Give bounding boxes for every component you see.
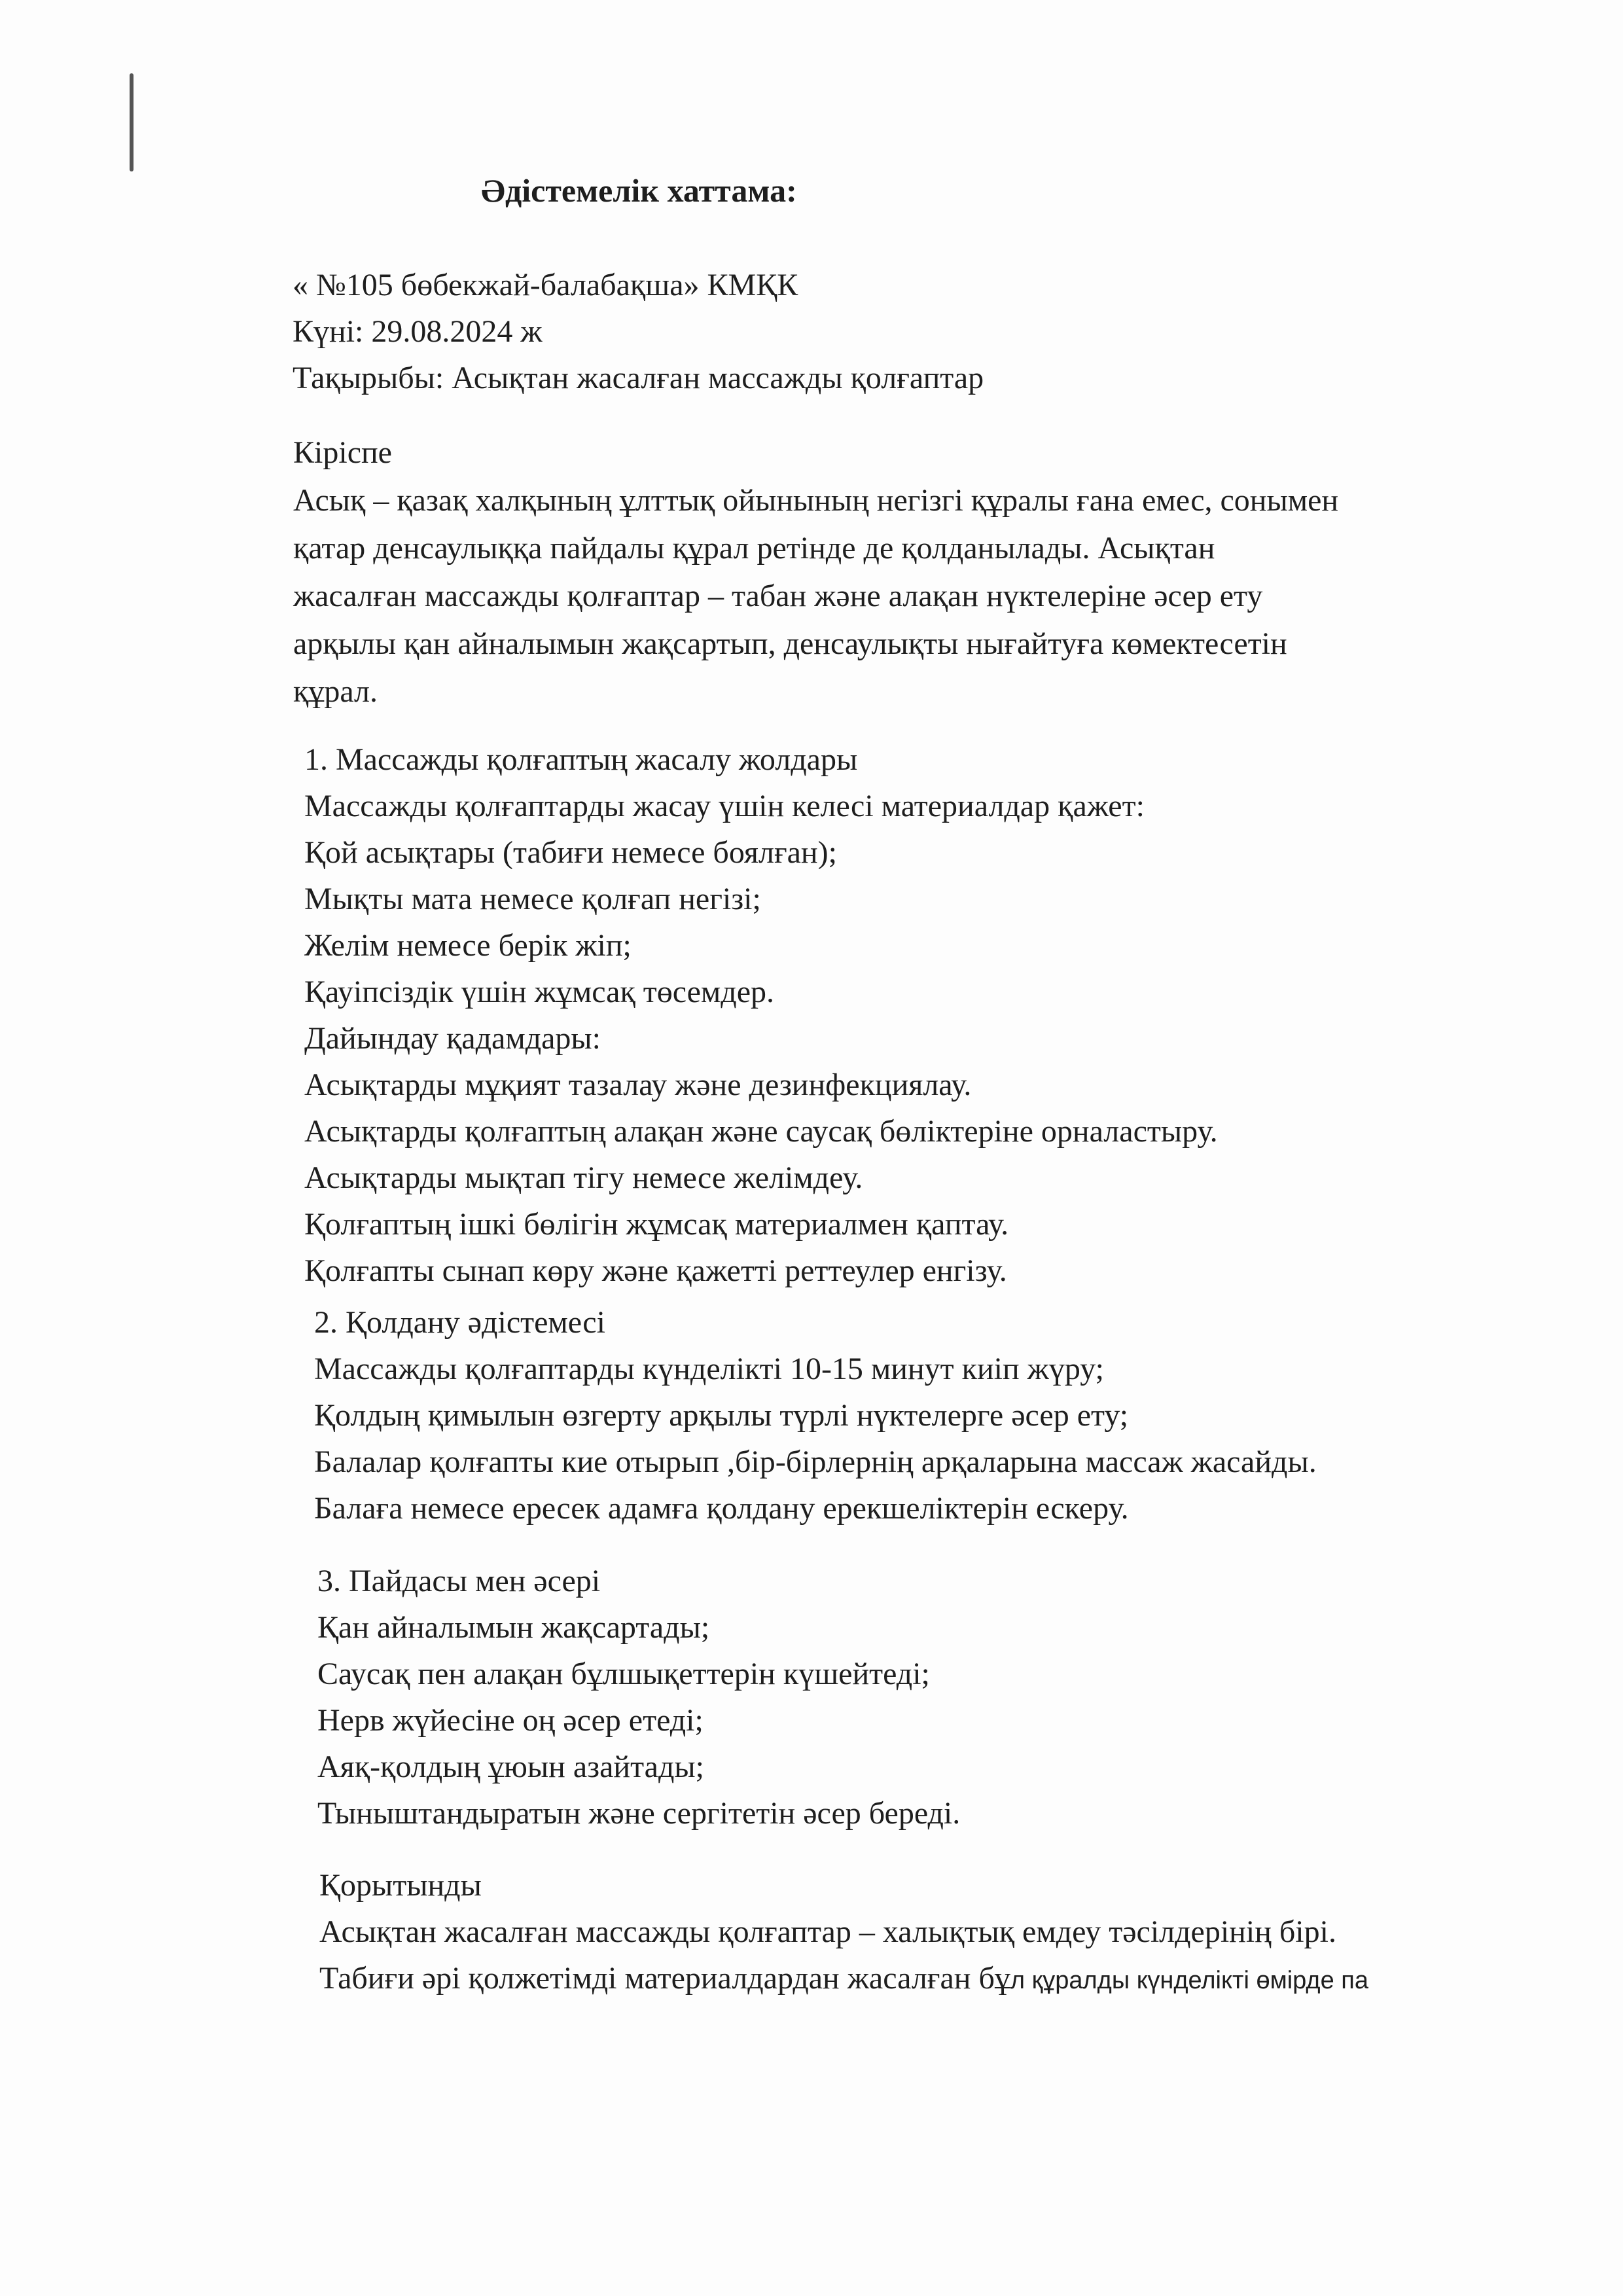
section-1-line: Қауіпсіздік үшін жұмсақ төсемдер. [304,975,775,1009]
section-2-line: Балаға немесе ересек адамға қолдану ерекшеліктерін ескеру. [314,1491,1129,1526]
section-1 [304,736,1218,1294]
section-1-line: Мықты мата немесе қолғап негізі; [304,882,761,916]
document-title: Әдістемелік хаттама: [481,172,797,209]
section-1-line: Дайындау қадамдары: [304,1021,601,1056]
section-1-line: Асықтарды мұқият тазалау және дезинфекциялау. [304,1067,972,1102]
section-3-line: Нерв жүйесіне оң әсер етеді; [317,1703,704,1738]
section-3-line: Саусақ пен алақан бұлшықеттерін күшейтеді; [317,1657,930,1691]
intro-line: құрал. [293,674,378,709]
conclusion-line-2 [319,1955,1368,2001]
section-1-line: Асықтарды мықтап тігу немесе желімдеу. [304,1160,863,1195]
section-2-line: Қолдың қимылын өзгерту арқылы түрлі нүктелерге әсер ету; [314,1398,1129,1433]
organization-line: « №105 бөбекжай-балабақша» КМҚК [293,268,798,302]
section-1-line: Қолғапты сынап көру және қажетті реттеулер енгізу. [304,1253,1007,1288]
section-3-line: Қан айналымын жақсартады; [317,1610,710,1645]
section-2-heading: 2. Қолдану әдістемесі [314,1305,605,1340]
conclusion-line-2-tail: л құралды күнделікті өмірде па [1010,1967,1368,1994]
section-3-heading: 3. Пайдасы мен әсері [317,1564,601,1598]
document-header [293,262,984,401]
topic-line: Тақырыбы: Асықтан жасалған массажды қолғаптар [293,361,984,395]
section-3-line: Тыныштандыратын және сергітетін әсер береді. [317,1796,961,1831]
conclusion-section [319,1862,1368,2001]
section-1-heading: 1. Массажды қолғаптың жасалу жолдары [304,742,858,777]
conclusion-line: Асықтан жасалған массажды қолғаптар – халықтық емдеу тәсілдерінің бірі. [319,1914,1336,1949]
section-1-line: Қой асықтары (табиғи немесе боялған); [304,835,837,870]
intro-line: қатар денсаулыққа пайдалы құрал ретінде де қолданылады. Асықтан [293,531,1215,565]
conclusion-heading: Қорытынды [319,1868,482,1903]
section-3-line: Аяқ-қолдың ұюын азайтады; [317,1749,704,1784]
intro-line: Асық – қазақ халқының ұлттық ойынының негізгі құралы ғана емес, сонымен [293,483,1339,518]
section-2-line: Массажды қолғаптарды күнделікті 10-15 минут киіп жүру; [314,1352,1104,1386]
intro-heading: Кіріспе [293,435,392,470]
intro-section [293,429,1338,715]
section-1-line: Желім немесе берік жіп; [304,928,632,963]
intro-line: арқылы қан айналымын жақсартып, денсаулықты нығайтуға көмектесетін [293,626,1287,661]
conclusion-line-2-main: Табиғи әрі қолжетімді материалдардан жасалған бұ [319,1961,1010,1996]
section-1-line: Қолғаптың ішкі бөлігін жұмсақ материалмен қаптау. [304,1207,1009,1242]
section-1-line: Массажды қолғаптарды жасау үшін келесі материалдар қажет: [304,789,1145,823]
section-2-line: Балалар қолғапты кие отырып ,бір-бірлернің арқаларына массаж жасайды. [314,1444,1317,1479]
section-1-line: Асықтарды қолғаптың алақан және саусақ бөліктеріне орналастыру. [304,1114,1218,1149]
intro-line: жасалған массажды қолғаптар – табан және алақан нүктелеріне әсер ету [293,579,1263,613]
section-2 [314,1299,1317,1532]
section-3 [317,1558,960,1837]
date-line: Күні: 29.08.2024 ж [293,314,543,349]
scan-edge-mark [130,73,134,171]
